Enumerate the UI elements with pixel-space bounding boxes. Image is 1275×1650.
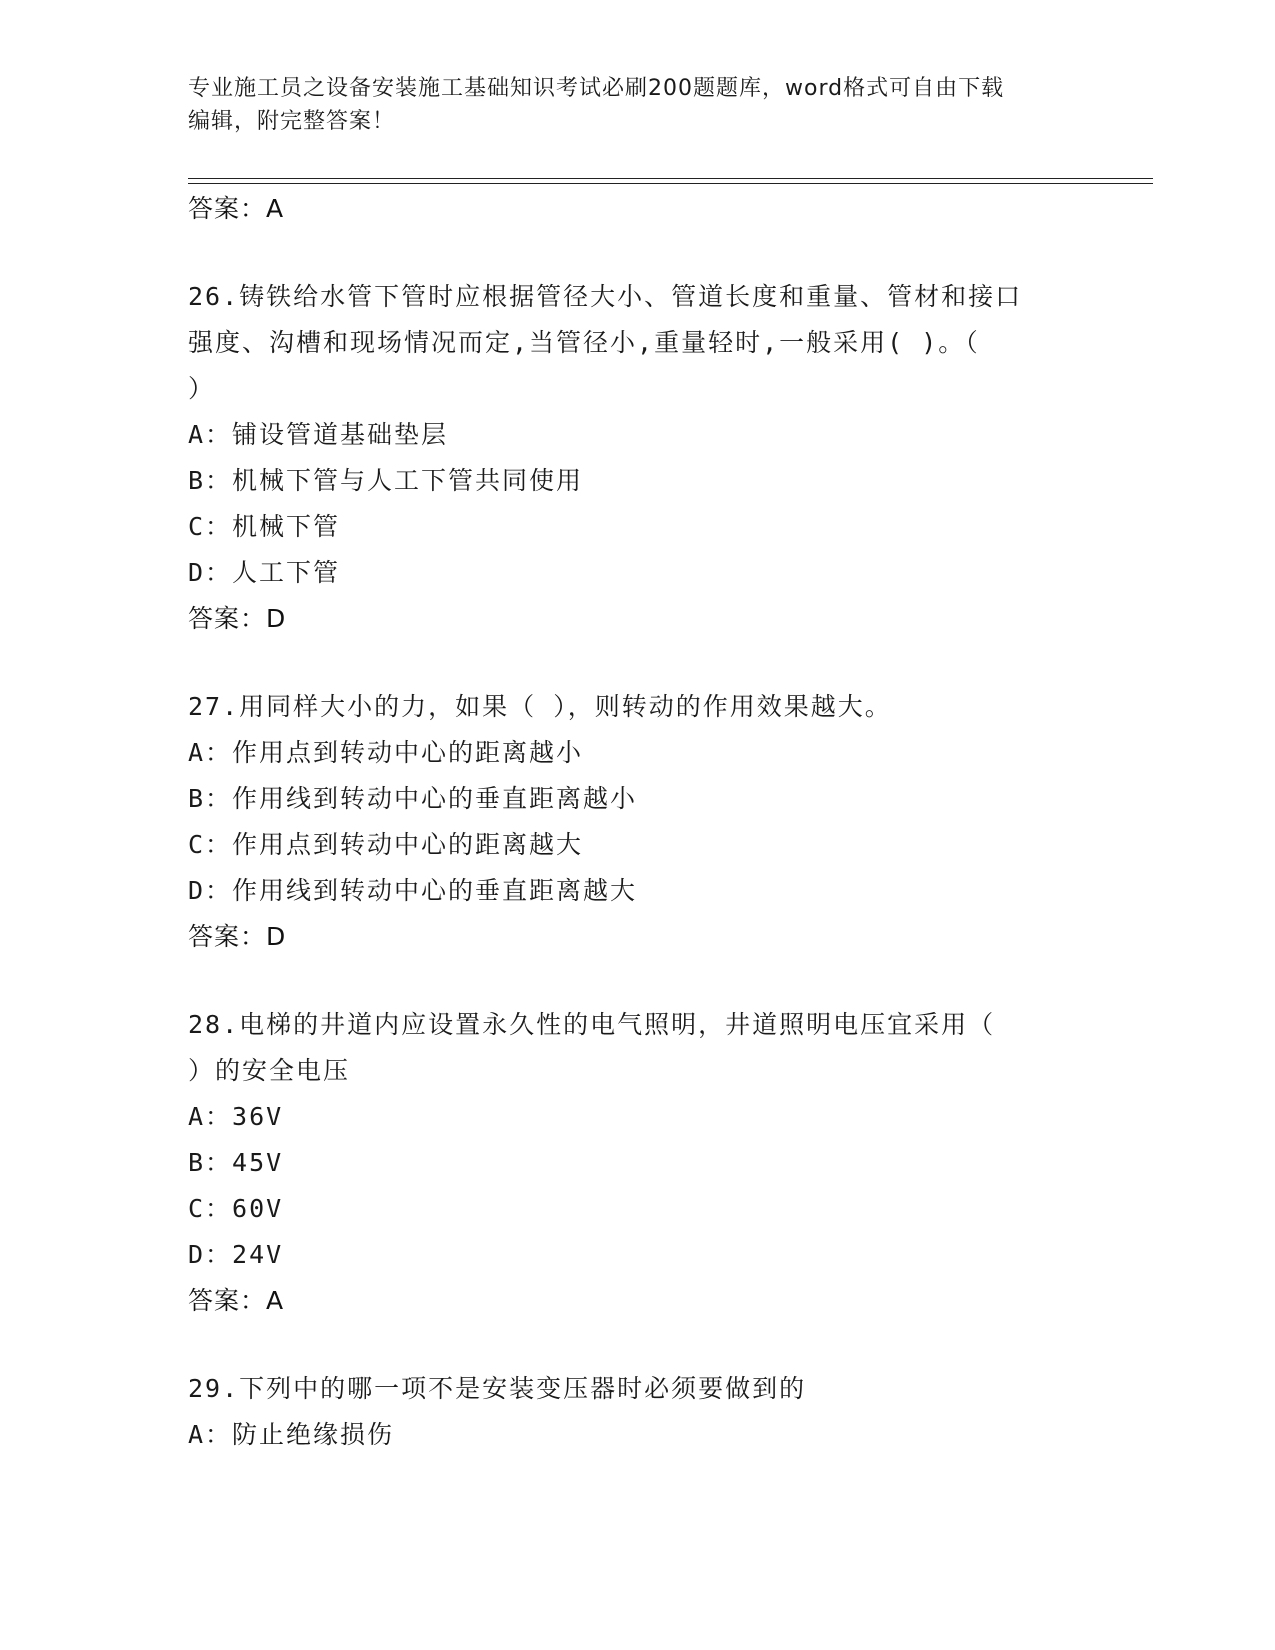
- option-d: D：人工下管: [188, 558, 341, 587]
- question-27: [188, 684, 1148, 960]
- answer-line: 答案：D: [188, 604, 287, 633]
- question-text-line: 26.铸铁给水管下管时应根据管径大小、管道长度和重量、管材和接口: [188, 282, 1023, 311]
- question-text-line: 27.用同样大小的力，如果（ ），则转动的作用效果越大。: [188, 692, 892, 721]
- option-b: B：机械下管与人工下管共同使用: [188, 466, 584, 495]
- question-26: [188, 274, 1148, 642]
- option-b: B：45V: [188, 1148, 284, 1177]
- spacer: [188, 642, 1148, 684]
- option-c: C：作用点到转动中心的距离越大: [188, 830, 584, 859]
- option-a: A：铺设管道基础垫层: [188, 420, 449, 449]
- question-list: [188, 186, 1148, 1458]
- question-text-line: 29.下列中的哪一项不是安装变压器时必须要做到的: [188, 1374, 807, 1403]
- header-divider-top: [188, 178, 1153, 179]
- header-divider-bottom: [188, 183, 1153, 184]
- option-c: C：60V: [188, 1194, 284, 1223]
- option-d: D：24V: [188, 1240, 284, 1269]
- option-a: A：防止绝缘损伤: [188, 1420, 395, 1449]
- option-a: A：作用点到转动中心的距离越小: [188, 738, 584, 767]
- option-a: A：36V: [188, 1102, 284, 1131]
- question-text-line: 强度、沟槽和现场情况而定,当管径小,重量轻时,一般采用( )。（: [188, 328, 980, 357]
- answer-line: 答案：D: [188, 922, 287, 951]
- option-b: B：作用线到转动中心的垂直距离越小: [188, 784, 638, 813]
- question-text-line: ）的安全电压: [188, 1056, 351, 1085]
- question-text-line: 28.电梯的井道内应设置永久性的电气照明，井道照明电压宜采用（: [188, 1010, 996, 1039]
- option-d: D：作用线到转动中心的垂直距离越大: [188, 876, 638, 905]
- document-header: [188, 72, 1088, 138]
- option-c: C：机械下管: [188, 512, 341, 541]
- answer-line: 答案：A: [188, 1286, 285, 1315]
- question-29: [188, 1366, 1148, 1458]
- question-text-line: ）: [188, 374, 216, 403]
- header-line-2: 编辑，附完整答案！: [188, 109, 396, 134]
- spacer: [188, 232, 1148, 274]
- answer-line: 答案：A: [188, 194, 285, 223]
- header-line-1: 专业施工员之设备安装施工基础知识考试必刷200题题库，word格式可自由下载: [188, 76, 1005, 101]
- question-28: [188, 1002, 1148, 1324]
- spacer: [188, 1324, 1148, 1366]
- spacer: [188, 960, 1148, 1002]
